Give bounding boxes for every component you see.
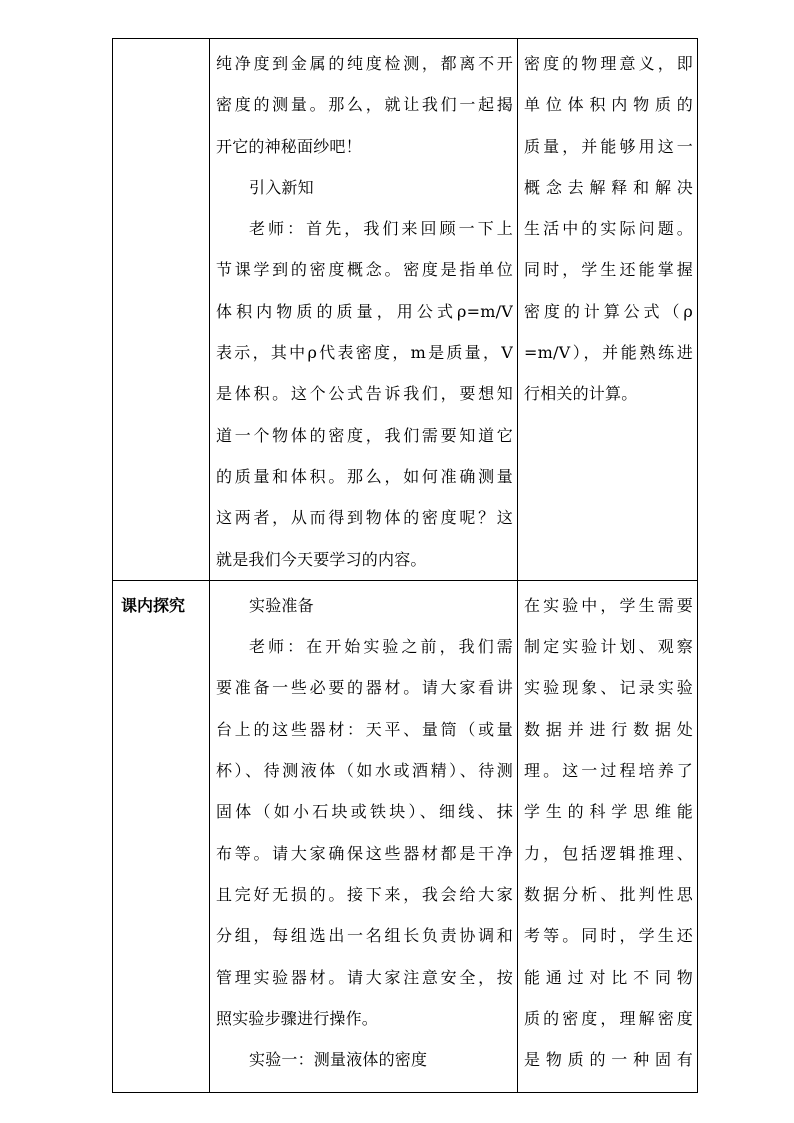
- section-heading: 实验准备: [249, 595, 314, 615]
- text-line: 这两者，从而得到物体的密度呢？这: [216, 508, 513, 528]
- text-line: 老师：在开始实验之前，我们需: [249, 637, 513, 657]
- text-line: 固体（如小石块或铁块）、细线、抹: [216, 802, 513, 822]
- text-line: 节课学到的密度概念。密度是指单位: [216, 260, 513, 280]
- text-line: 表示，其中ρ代表密度，m是质量，V: [216, 343, 513, 363]
- row-label: [113, 39, 209, 43]
- text-line: 分组，每组选出一名组长负责协调和: [216, 926, 513, 946]
- text-line: 密度的物理意义，即: [524, 54, 693, 73]
- text-line: 质的密度，理解密度: [524, 1008, 693, 1028]
- lesson-plan-table: [112, 38, 698, 1093]
- text-line: 老师：首先，我们来回顾一下上: [249, 219, 513, 239]
- text-line: 体积内物质的质量，用公式ρ=m/V: [216, 301, 513, 321]
- text-line: 是体积。这个公式告诉我们，要想知: [216, 384, 513, 404]
- text-line: 行相关的计算。: [524, 384, 638, 404]
- text-line: 力，包括逻辑推理、: [524, 843, 693, 863]
- text-line: 数据分析、批判性思: [524, 884, 693, 904]
- row-label: 课内探究: [121, 595, 186, 615]
- text-line: 杯）、待测液体（如水或酒精）、待测: [216, 761, 513, 781]
- text-line: 同时，学生还能掌握: [524, 260, 693, 280]
- text-line: 理。这一过程培养了: [524, 761, 693, 781]
- text-line: 就是我们今天要学习的内容。: [216, 549, 427, 569]
- text-line: 数据并进行数据处: [524, 719, 693, 739]
- section-heading: 实验一：测量液体的密度: [249, 1050, 428, 1070]
- text-line: 考等。同时，学生还: [524, 926, 693, 946]
- text-line: 的质量和体积。那么，如何准确测量: [216, 466, 513, 486]
- text-line: =m/V），并能熟练进: [524, 343, 693, 363]
- text-line: 且完好无损的。接下来，我会给大家: [216, 884, 513, 904]
- text-line: 布等。请大家确保这些器材都是干净: [216, 843, 513, 863]
- text-line: 在实验中，学生需要: [524, 595, 693, 615]
- table-row: [113, 580, 698, 1092]
- text-line: 照实验步骤进行操作。: [216, 1008, 379, 1028]
- teaching-process-cell: [210, 39, 518, 581]
- text-line: 纯净度到金属的纯度检测，都离不开: [216, 54, 513, 73]
- text-line: 要准备一些必要的器材。请大家看讲: [216, 678, 513, 698]
- text-line: 道一个物体的密度，我们需要知道它: [216, 425, 513, 445]
- text-line: 生活中的实际问题。: [524, 219, 693, 239]
- text-line: 台上的这些器材：天平、量筒（或量: [216, 719, 513, 739]
- teaching-process-cell: [210, 580, 518, 1092]
- text-line: 是物质的一种固有: [524, 1050, 693, 1070]
- text-line: 密度的计算公式（ρ: [524, 301, 693, 321]
- table-row: [113, 39, 698, 581]
- design-intent-cell: [518, 39, 698, 581]
- text-line: 实验现象、记录实验: [524, 678, 693, 698]
- text-line: 制定实验计划、观察: [524, 637, 693, 657]
- text-line: 开它的神秘面纱吧！: [216, 136, 362, 156]
- section-heading: 引入新知: [249, 177, 314, 197]
- text-line: 能通过对比不同物: [524, 967, 693, 987]
- text-line: 单位体积内物质的: [524, 95, 693, 115]
- text-line: 概念去解释和解决: [524, 177, 693, 197]
- text-line: 学生的科学思维能: [524, 802, 693, 822]
- text-line: 密度的测量。那么，就让我们一起揭: [216, 95, 513, 115]
- text-line: 管理实验器材。请大家注意安全，按: [216, 967, 513, 987]
- row-label-cell: [113, 580, 210, 1092]
- text-line: 质量，并能够用这一: [524, 136, 693, 156]
- design-intent-cell: [518, 580, 698, 1092]
- row-label-cell: [113, 39, 210, 581]
